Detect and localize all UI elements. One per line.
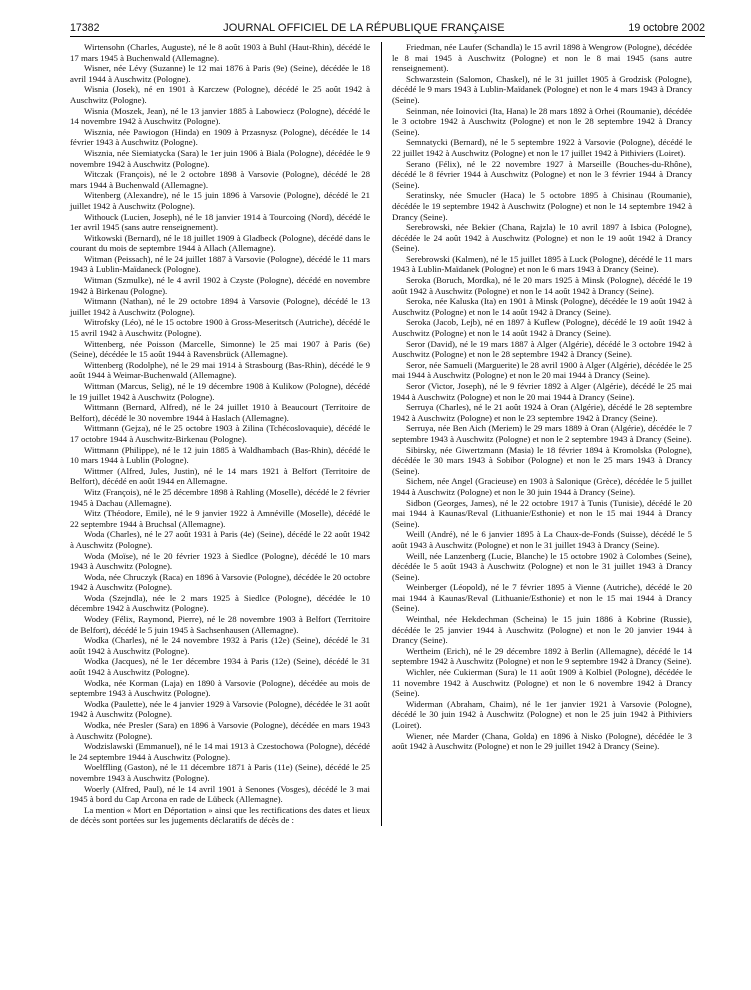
rectification-entry: Seroka (Jacob, Lejb), né en 1897 à Kuflew (Pologne), décédé le 19 août 1942 à Auschwitz (Pologne) et non le 14 août 1942 à Drancy (Seine). <box>392 317 692 339</box>
rectification-entry: Wichler, née Cukierman (Sura) le 11 août 1909 à Kolbiel (Pologne), décédée le 11 novembre 1942 à Auschwitz (Pologne) et non le 6 novembre 1942 à Drancy (Seine). <box>392 667 692 699</box>
rectification-entry: Weinthal, née Hekdechman (Scheina) le 15 juin 1886 à Kobrine (Russie), décédée le 25 janvier 1944 à Auschwitz (Pologne) et non le 20 janvier 1944 à Drancy (Seine). <box>392 614 692 646</box>
right-column <box>381 42 692 826</box>
rectification-entry: Wertheim (Erich), né le 29 décembre 1892 à Berlin (Allemagne), décédé le 14 septembre 1942 à Auschwitz (Pologne) et non le 9 septembre 1942 à Drancy (Seine). <box>392 645 692 667</box>
rectification-entry: Seror (Victor, Joseph), né le 9 février 1892 à Alger (Algérie), décédé le 25 mai 1944 à Auschwitz (Pologne) et non le 20 mai 1944 à Drancy (Seine). <box>392 381 692 402</box>
record-entry: Wittmann (Philippe), né le 12 juin 1885 à Waldhambach (Bas-Rhin), décédé le 10 mars 1944 à Lublin (Pologne). <box>70 444 370 466</box>
rectification-entry: Weill, née Lanzenberg (Lucie, Blanche) le 15 octobre 1902 à Colombes (Seine), décédée le 5 août 1943 à Auschwitz (Pologne) et non le 31 juillet 1943 à Drancy (Seine). <box>392 550 692 582</box>
record-entry: Wisner, née Lévy (Suzanne) le 12 mai 1876 à Paris (9e) (Seine), décédée le 18 avril 1944 à Auschwitz (Pologne). <box>70 63 370 84</box>
rectification-entry: Schwarzstein (Salomon, Chaskel), né le 31 juillet 1905 à Grodzisk (Pologne), décédé le 9 mars 1943 à Lublin-Maïdanek (Pologne) et non le 4 mars 1943 à Drancy (Seine). <box>392 73 692 105</box>
record-entry: Wodka (Paulette), née le 4 janvier 1929 à Varsovie (Pologne), décédée le 31 août 1942 à Auschwitz (Pologne). <box>70 698 370 720</box>
record-entry: Witz (François), né le 25 décembre 1898 à Rahling (Moselle), décédé le 2 février 1945 à Dachau (Allemagne). <box>70 486 370 508</box>
rectification-entry: Seroka (Boruch, Mordka), né le 20 mars 1925 à Minsk (Pologne), décédé le 19 août 1942 à Auschwitz (Pologne) et non le 14 août 1942 à Drancy (Seine). <box>392 275 692 296</box>
record-entry: Witmann (Nathan), né le 29 octobre 1894 à Varsovie (Pologne), décédé le 13 juillet 1942 à Auschwitz (Pologne). <box>70 296 370 317</box>
rectification-entry: Widerman (Abraham, Chaim), né le 1er janvier 1921 à Varsovie (Pologne), décédé le 30 juin 1942 à Auschwitz (Pologne) et non le 25 juin 1942 à Pithiviers (Loiret). <box>392 698 692 730</box>
rectification-entry: Seinman, née Ioinovici (Ita, Hana) le 28 mars 1892 à Orhei (Roumanie), décédée le 3 octobre 1942 à Auschwitz (Pologne) et non le 28 septembre 1942 à Drancy (Seine). <box>392 105 692 137</box>
record-entry: Wodka, née Presler (Sara) en 1896 à Varsovie (Pologne), décédée en mars 1943 à Auschwitz (Pologne). <box>70 720 370 741</box>
column-divider <box>381 42 382 826</box>
rectification-entry: Sidbon (Georges, James), né le 22 octobre 1917 à Tunis (Tunisie), décédé le 20 mai 1944 à Kaunas/Reval (Lithuanie/Esthonie) et non le 15 mai 1944 à Drancy (Seine). <box>392 497 692 529</box>
record-entry: Witenberg (Alexandre), né le 15 juin 1896 à Varsovie (Pologne), décédé le 21 juillet 1942 à Auschwitz (Pologne). <box>70 190 370 211</box>
record-entry: Wittmann (Gejza), né le 25 octobre 1903 à Zilina (Tchécoslovaquie), décédé le 17 octobre 1944 à Auschwitz-Birkenau (Pologne). <box>70 423 370 444</box>
record-entry: Witrofsky (Léo), né le 15 octobre 1900 à Gross-Meseritsch (Autriche), décédé le 15 avril 1942 à Auschwitz (Pologne). <box>70 317 370 339</box>
page-header <box>70 22 705 37</box>
rectification-entry: Sibirsky, née Giwertzmann (Masia) le 18 février 1894 à Kromolska (Pologne), décédée le 30 mars 1943 à Sobibor (Pologne) et non le 25 mars 1943 à Drancy (Seine). <box>392 444 692 476</box>
record-entry: Woda, née Chruczyk (Raca) en 1896 à Varsovie (Pologne), décédée le 20 octobre 1942 à Auschwitz (Pologne). <box>70 571 370 593</box>
rectification-entry: Serano (Félix), né le 22 novembre 1927 à Marseille (Bouches-du-Rhône), décédé le 8 février 1944 à Auschwitz (Pologne) et non le 3 février 1944 à Drancy (Seine). <box>392 158 692 190</box>
rectification-entry: Seror (David), né le 19 mars 1887 à Alger (Algérie), décédé le 3 octobre 1942 à Auschwitz (Pologne) et non le 28 septembre 1942 à Drancy (Seine). <box>392 338 692 360</box>
journal-title: JOURNAL OFFICIEL DE LA RÉPUBLIQUE FRANÇAISE <box>223 22 505 34</box>
record-entry: Witz (Théodore, Emile), né le 9 janvier 1922 à Amnéville (Moselle), décédé le 22 septembre 1944 à Bruchsal (Allemagne). <box>70 508 370 529</box>
record-entry: Wisznia, née Pawiogon (Hinda) en 1909 à Przasnysz (Pologne), décédée le 14 février 1943 à Auschwitz (Pologne). <box>70 126 370 148</box>
record-entry: Wisznia, née Siemiatycka (Sara) le 1er juin 1906 à Biala (Pologne), décédée le 9 novembre 1942 à Auschwitz (Pologne). <box>70 147 370 169</box>
rectification-entry: Semnatycki (Bernard), né le 5 septembre 1922 à Varsovie (Pologne), décédé le 22 juillet 1942 à Auschwitz (Pologne) et non le 17 juillet 1942 à Pithiviers (Loiret). <box>392 137 692 158</box>
page-number: 17382 <box>70 22 100 34</box>
record-entry: Wodka, née Korman (Laja) en 1890 à Varsovie (Pologne), décédée au mois de septembre 1943 à Auschwitz (Pologne). <box>70 677 370 699</box>
rectification-entry: Weill (André), né le 6 janvier 1895 à La Chaux-de-Fonds (Suisse), décédé le 5 août 1943 à Auschwitz (Pologne) et non le 31 juillet 1943 à Drancy (Seine). <box>392 529 692 550</box>
rectification-entry: Weinberger (Léopold), né le 7 février 1895 à Vienne (Autriche), décédé le 20 mai 1944 à Kaunas/Reval (Lithuanie/Esthonie) et non le 15 mai 1944 à Drancy (Seine). <box>392 582 692 614</box>
record-entry: Wodka (Charles), né le 24 novembre 1932 à Paris (12e) (Seine), décédé le 31 août 1942 à Auschwitz (Pologne). <box>70 635 370 656</box>
record-entry: Woda (Moïse), né le 20 février 1923 à Siedlce (Pologne), décédé le 10 mars 1943 à Auschwitz (Pologne). <box>70 550 370 572</box>
record-entry: Woda (Szejndla), née le 2 mars 1925 à Siedlce (Pologne), décédée le 10 décembre 1942 à Auschwitz (Pologne). <box>70 592 370 614</box>
record-entry: Witman (Szmulke), né le 4 avril 1902 à Czyste (Pologne), décédé en novembre 1942 à Birkenau (Pologne). <box>70 275 370 296</box>
issue-date: 19 octobre 2002 <box>628 22 705 34</box>
record-entry: Withouck (Lucien, Joseph), né le 18 janvier 1914 à Tourcoing (Nord), décédé le 1er avril 1945 (sans autre renseignement). <box>70 211 370 233</box>
rectification-entry: Seror, née Samueli (Marguerite) le 28 avril 1900 à Alger (Algérie), décédée le 25 mai 1944 à Auschwitz (Pologne) et non le 20 mai 1944 à Drancy (Seine). <box>392 359 692 381</box>
rectification-entry: Serebrowski, née Bekier (Chana, Rajzla) le 10 avril 1897 à Isbica (Pologne), décédée le 24 août 1942 à Auschwitz (Pologne) et non le 19 août 1942 à Drancy (Seine). <box>392 222 692 254</box>
rectification-entry: Wiener, née Marder (Chana, Golda) en 1896 à Nisko (Pologne), décédée le 3 août 1942 à Auschwitz (Pologne) et non le 29 juillet 1942 à Drancy (Seine). <box>392 730 692 752</box>
continued-entry: Friedman, née Laufer (Schandla) le 15 avril 1898 à Wengrow (Pologne), décédée le 8 mai 1945 à Auschwitz (Pologne) et non le 8 mai 1945 (sans autre renseignement). <box>392 42 692 74</box>
record-entry: Woelffling (Gaston), né le 11 décembre 1871 à Paris (11e) (Seine), décédé le 25 novembre 1943 à Auschwitz (Pologne). <box>70 762 370 783</box>
two-column-body <box>70 42 705 826</box>
record-entry: Wodey (Félix, Raymond, Pierre), né le 28 novembre 1903 à Belfort (Territoire de Belfort), décédé le 5 juin 1945 à Sachsenhausen (Allemagne). <box>70 614 370 635</box>
rectification-entry: Serebrowski (Kalmen), né le 15 juillet 1895 à Luck (Pologne), décédé le 11 mars 1943 à Lublin-Maïdanek (Pologne) et non le 6 mars 1943 à Drancy (Seine). <box>392 253 692 275</box>
record-entry: Wisnia (Moszek, Jean), né le 13 janvier 1885 à Labowiecz (Pologne), décédé le 14 novembre 1942 à Auschwitz (Pologne). <box>70 105 370 127</box>
record-entry: Witczak (François), né le 2 octobre 1898 à Varsovie (Pologne), décédé le 28 mars 1944 à Buchenwald (Allemagne). <box>70 169 370 190</box>
record-entry: Wisnia (Josek), né en 1901 à Karczew (Pologne), décédé le 25 août 1942 à Auschwitz (Pologne). <box>70 84 370 105</box>
rectification-entry: Serruya (Charles), né le 21 août 1924 à Oran (Algérie), décédé le 28 septembre 1942 à Auschwitz (Pologne) et non le 23 septembre 1942 à Drancy (Seine). <box>392 402 692 423</box>
record-entry: Witkowski (Bernard), né le 18 juillet 1909 à Gladbeck (Pologne), décédé dans le courant du mois de septembre 1944 à Allach (Allemagne). <box>70 232 370 254</box>
record-entry: Wittman (Marcus, Selig), né le 19 décembre 1908 à Kulikow (Pologne), décédé le 19 juillet 1942 à Auschwitz (Pologne). <box>70 381 370 402</box>
rectification-entry: Seroka, née Kaluska (Ita) en 1901 à Minsk (Pologne), décédée le 19 août 1942 à Auschwitz (Pologne) et non le 14 août 1942 à Drancy (Seine). <box>392 296 692 317</box>
record-entry: Wittenberg, née Poisson (Marcelle, Simonne) le 25 mai 1907 à Paris (6e) (Seine), décédée le 15 août 1944 à Ravensbrück (Allemagne). <box>70 338 370 360</box>
rectification-entry: Seratinsky, née Smucler (Haca) le 5 octobre 1895 à Chisinau (Roumanie), décédée le 19 septembre 1942 à Auschwitz (Pologne) et non le 14 septembre 1942 à Drancy (Seine). <box>392 190 692 222</box>
record-entry: Wittmer (Alfred, Jules, Justin), né le 14 mars 1921 à Belfort (Territoire de Belfort), décédé en août 1944 en Allemagne. <box>70 465 370 487</box>
record-entry: Wodka (Jacques), né le 1er décembre 1934 à Paris (12e) (Seine), décédé le 31 août 1942 à Auschwitz (Pologne). <box>70 656 370 678</box>
record-entry: Wirtensohn (Charles, Auguste), né le 8 août 1903 à Buhl (Haut-Rhin), décédé le 17 mars 1945 à Buchenwald (Allemagne). <box>70 42 370 63</box>
record-entry: Woerly (Alfred, Paul), né le 14 avril 1901 à Senones (Vosges), décédé le 3 mai 1945 à bord du Cap Arcona en rade de Lübeck (Allemagne). <box>70 783 370 805</box>
rectification-entry: Sichem, née Angel (Gracieuse) en 1903 à Salonique (Grèce), décédée le 5 juillet 1944 à Auschwitz (Pologne) et non le 30 juin 1944 à Drancy (Seine). <box>392 476 692 497</box>
record-entry: Witman (Peissach), né le 24 juillet 1887 à Varsovie (Pologne), décédé le 11 mars 1943 à Lublin-Maïdaneck (Pologne). <box>70 253 370 275</box>
rectification-entry: Serruya, née Ben Aich (Meriem) le 29 mars 1889 à Oran (Algérie), décédée le 7 septembre 1943 à Auschwitz (Pologne) et non le 2 septembre 1943 à Drancy (Seine). <box>392 423 692 444</box>
record-entry: Wodzislawski (Emmanuel), né le 14 mai 1913 à Czestochowa (Pologne), décédé le 24 septembre 1944 à Auschwitz (Pologne). <box>70 741 370 762</box>
record-entry: Woda (Charles), né le 27 août 1931 à Paris (4e) (Seine), décédé le 22 août 1942 à Auschwitz (Pologne). <box>70 529 370 550</box>
record-entry: Wittenberg (Rodolphe), né le 29 mai 1914 à Strasbourg (Bas-Rhin), décédé le 9 août 1944 à Weimar-Buchenwald (Allemagne). <box>70 359 370 381</box>
left-column <box>70 42 381 826</box>
record-entry: La mention « Mort en Déportation » ainsi que les rectifications des dates et lieux de décès sont portées sur les jugements déclaratifs de décès de : <box>70 804 370 826</box>
record-entry: Wittmann (Bernard, Alfred), né le 24 juillet 1910 à Beaucourt (Territoire de Belfort), décédé le 30 novembre 1944 à Haslach (Allemagne). <box>70 402 370 423</box>
